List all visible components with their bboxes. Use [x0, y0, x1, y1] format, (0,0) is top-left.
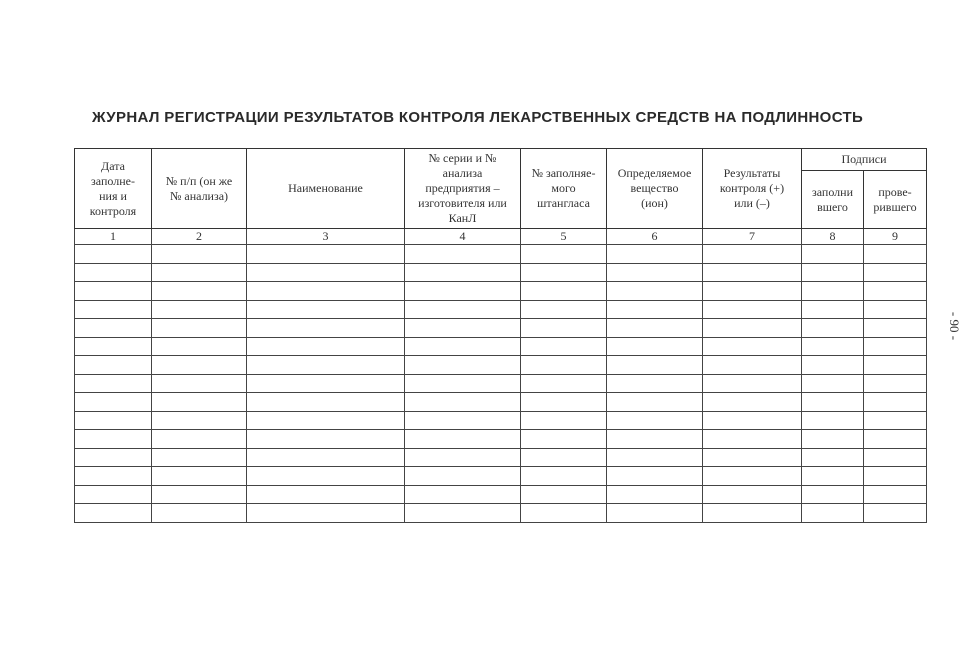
- table-cell: [75, 245, 152, 264]
- table-cell: [405, 411, 521, 430]
- table-cell: [864, 411, 927, 430]
- table-cell: [75, 467, 152, 486]
- table-cell: [521, 504, 607, 523]
- table-cell: [247, 504, 405, 523]
- table-cell: [703, 393, 802, 412]
- table-cell: [864, 337, 927, 356]
- table-cell: [607, 319, 703, 338]
- header-name: Наименование: [247, 149, 405, 229]
- table-cell: [607, 282, 703, 301]
- header-batch-number: № серии и № анализа предприятия – изготовителя или КанЛ: [405, 149, 521, 229]
- table-cell: [703, 282, 802, 301]
- table-cell: [152, 282, 247, 301]
- header-serial-number: № п/п (он же № анализа): [152, 149, 247, 229]
- table-cell: [75, 485, 152, 504]
- table-cell: [521, 485, 607, 504]
- table-row: [75, 467, 927, 486]
- table-cell: [864, 300, 927, 319]
- table-cell: [152, 411, 247, 430]
- table-row: [75, 393, 927, 412]
- table-cell: [75, 282, 152, 301]
- table-cell: [703, 245, 802, 264]
- column-number: 8: [802, 229, 864, 245]
- table-cell: [607, 411, 703, 430]
- table-cell: [607, 393, 703, 412]
- table-cell: [247, 485, 405, 504]
- header-jar-number: № заполняе- мого штангласа: [521, 149, 607, 229]
- table-cell: [703, 356, 802, 375]
- table-cell: [703, 448, 802, 467]
- header-date: Дата заполне- ния и контроля: [75, 149, 152, 229]
- table-row: [75, 282, 927, 301]
- table-cell: [607, 485, 703, 504]
- table-cell: [607, 504, 703, 523]
- column-number: 7: [703, 229, 802, 245]
- table-cell: [75, 374, 152, 393]
- table-cell: [247, 467, 405, 486]
- table-cell: [802, 282, 864, 301]
- table-cell: [152, 430, 247, 449]
- table-cell: [152, 448, 247, 467]
- table-cell: [247, 393, 405, 412]
- table-cell: [802, 504, 864, 523]
- table-cell: [521, 282, 607, 301]
- table-row: [75, 263, 927, 282]
- table-cell: [247, 448, 405, 467]
- table-cell: [521, 356, 607, 375]
- table-cell: [405, 393, 521, 412]
- registration-journal-table: [74, 148, 927, 523]
- table-cell: [802, 467, 864, 486]
- table-cell: [521, 374, 607, 393]
- table-cell: [802, 411, 864, 430]
- table-cell: [521, 337, 607, 356]
- table-cell: [152, 263, 247, 282]
- table-cell: [521, 411, 607, 430]
- table-cell: [405, 300, 521, 319]
- table-cell: [607, 430, 703, 449]
- table-cell: [864, 393, 927, 412]
- table-cell: [247, 300, 405, 319]
- table-cell: [802, 430, 864, 449]
- table-cell: [405, 448, 521, 467]
- column-number: 3: [247, 229, 405, 245]
- table-row: [75, 300, 927, 319]
- table-cell: [405, 430, 521, 449]
- table-cell: [802, 319, 864, 338]
- table-cell: [802, 263, 864, 282]
- table-cell: [607, 263, 703, 282]
- table-cell: [405, 245, 521, 264]
- table-cell: [864, 245, 927, 264]
- table-cell: [703, 504, 802, 523]
- table-cell: [607, 245, 703, 264]
- table-cell: [405, 467, 521, 486]
- table-row: [75, 411, 927, 430]
- table-cell: [521, 430, 607, 449]
- table-cell: [75, 300, 152, 319]
- table-cell: [703, 485, 802, 504]
- table-cell: [703, 411, 802, 430]
- table-cell: [703, 337, 802, 356]
- table-cell: [864, 319, 927, 338]
- table-cell: [405, 374, 521, 393]
- table-cell: [152, 467, 247, 486]
- table-cell: [521, 467, 607, 486]
- table-cell: [152, 245, 247, 264]
- table-cell: [607, 300, 703, 319]
- table-cell: [703, 430, 802, 449]
- header-filled-by: заполни вшего: [802, 171, 864, 229]
- column-number: 9: [864, 229, 927, 245]
- table-cell: [703, 300, 802, 319]
- table-cell: [802, 337, 864, 356]
- column-number-row: [75, 229, 927, 245]
- table-cell: [247, 245, 405, 264]
- table-cell: [521, 245, 607, 264]
- table-row: [75, 319, 927, 338]
- table-cell: [405, 263, 521, 282]
- table-cell: [247, 319, 405, 338]
- table-cell: [521, 448, 607, 467]
- table-cell: [864, 282, 927, 301]
- table-row: [75, 504, 927, 523]
- table-cell: [802, 448, 864, 467]
- table-cell: [152, 393, 247, 412]
- table-cell: [802, 393, 864, 412]
- table-cell: [247, 337, 405, 356]
- table-cell: [864, 430, 927, 449]
- table-cell: [703, 319, 802, 338]
- table-cell: [247, 411, 405, 430]
- table-cell: [864, 448, 927, 467]
- table-cell: [521, 300, 607, 319]
- table-cell: [521, 319, 607, 338]
- table-cell: [247, 356, 405, 375]
- table-cell: [75, 356, 152, 375]
- table-cell: [152, 356, 247, 375]
- column-number: 6: [607, 229, 703, 245]
- table-row: [75, 245, 927, 264]
- table-cell: [405, 319, 521, 338]
- table-cell: [607, 448, 703, 467]
- table-cell: [405, 485, 521, 504]
- header-checked-by: прове- рившего: [864, 171, 927, 229]
- table-cell: [864, 263, 927, 282]
- table-cell: [607, 337, 703, 356]
- column-number: 5: [521, 229, 607, 245]
- table-cell: [75, 319, 152, 338]
- table-cell: [802, 374, 864, 393]
- table-cell: [607, 374, 703, 393]
- table-row: [75, 430, 927, 449]
- header-substance: Определяемое вещество (ион): [607, 149, 703, 229]
- table-cell: [75, 337, 152, 356]
- table-cell: [247, 374, 405, 393]
- table-cell: [405, 504, 521, 523]
- table-cell: [152, 319, 247, 338]
- table-cell: [152, 485, 247, 504]
- table-cell: [405, 356, 521, 375]
- table-cell: [703, 263, 802, 282]
- table-cell: [405, 337, 521, 356]
- table-cell: [75, 263, 152, 282]
- table-cell: [75, 411, 152, 430]
- table-cell: [802, 300, 864, 319]
- table-cell: [864, 485, 927, 504]
- table-cell: [405, 282, 521, 301]
- header-signatures: Подписи: [802, 149, 927, 171]
- table-cell: [802, 356, 864, 375]
- table-cell: [864, 467, 927, 486]
- table-cell: [802, 245, 864, 264]
- table-cell: [75, 504, 152, 523]
- table-row: [75, 448, 927, 467]
- table-cell: [247, 263, 405, 282]
- table-cell: [152, 337, 247, 356]
- table-cell: [607, 356, 703, 375]
- table-cell: [521, 393, 607, 412]
- table-cell: [152, 504, 247, 523]
- page-number: - 90 -: [947, 311, 963, 341]
- table-row: [75, 485, 927, 504]
- column-number: 2: [152, 229, 247, 245]
- table-row: [75, 374, 927, 393]
- table-cell: [864, 504, 927, 523]
- table-cell: [247, 282, 405, 301]
- table-cell: [703, 467, 802, 486]
- table-cell: [247, 430, 405, 449]
- column-number: 4: [405, 229, 521, 245]
- journal-title: ЖУРНАЛ РЕГИСТРАЦИИ РЕЗУЛЬТАТОВ КОНТРОЛЯ ЛЕКАРСТВЕННЫХ СРЕДСТВ НА ПОДЛИННОСТЬ: [92, 109, 864, 126]
- table-row: [75, 337, 927, 356]
- table-cell: [75, 393, 152, 412]
- table-cell: [864, 374, 927, 393]
- column-number: 1: [75, 229, 152, 245]
- table-cell: [152, 300, 247, 319]
- table-cell: [607, 467, 703, 486]
- table-cell: [864, 356, 927, 375]
- table-cell: [75, 448, 152, 467]
- table-cell: [703, 374, 802, 393]
- table-cell: [802, 485, 864, 504]
- header-results: Результаты контроля (+) или (–): [703, 149, 802, 229]
- table-row: [75, 356, 927, 375]
- table-cell: [521, 263, 607, 282]
- table-cell: [152, 374, 247, 393]
- table-cell: [75, 430, 152, 449]
